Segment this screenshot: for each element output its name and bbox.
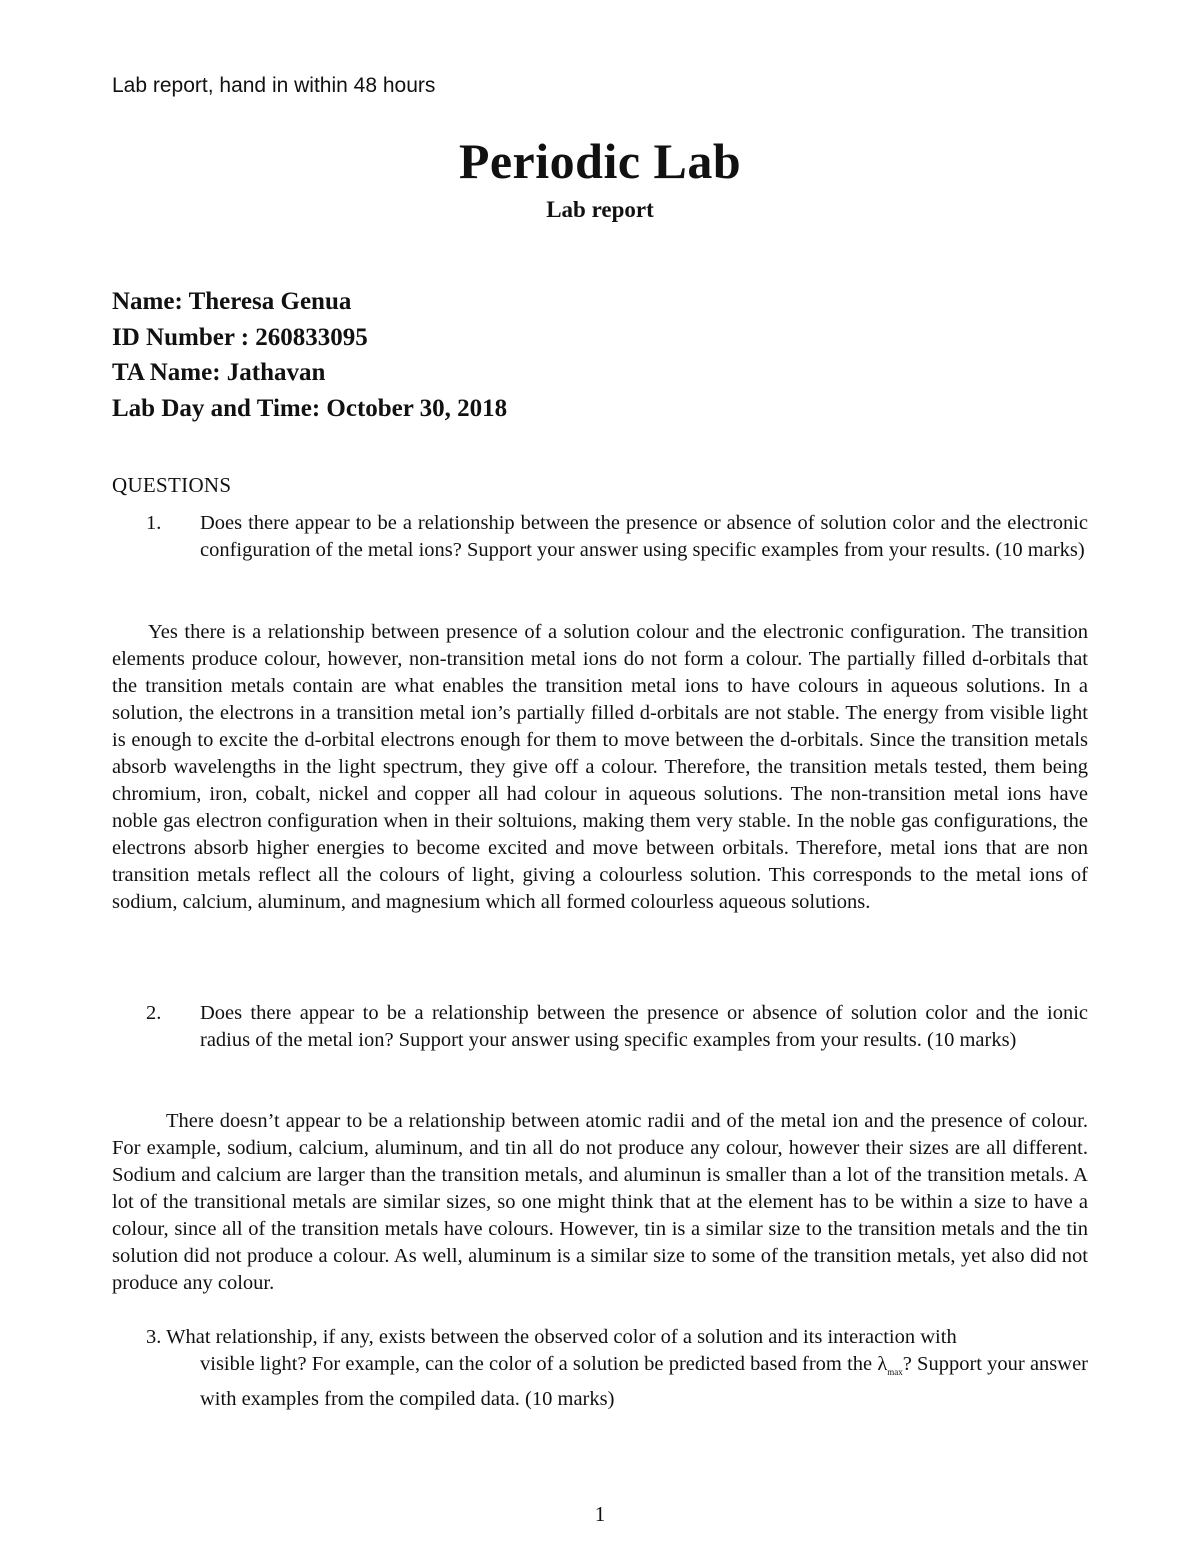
question-1 (146, 510, 1088, 564)
student-info-block (112, 284, 507, 426)
lab-day-time: Lab Day and Time: October 30, 2018 (112, 394, 508, 422)
student-name: Name: Theresa Genua (112, 288, 352, 315)
question-1-number: 1. (146, 512, 162, 534)
document-title: Periodic Lab (458, 133, 742, 189)
answer-1: Yes there is a relationship between presence of a solution colour and the electronic configuration. The transition elements produce colour, however, non-transition metal ions do not form a colour. The partially filled d-orbitals that the transition metals contain are what enables the transition metal ions to have colours in aqueous solutions. In a solution, the electrons in a transition metal ion’s partially filled d-orbitals are not stable. The energy from visible light is enough to excite the d-orbital electrons enough for them to move between the d-orbitals. Since the transition metals absorb wavelengths in the light spectrum, they give off a colour. Therefore, the transition metals tested, them being chromium, iron, cobalt, nickel and copper all had colour in aqueous solutions. The non-transition metal ions have noble gas electron configuration when in their soltuions, making them very stable. In the noble gas configurations, the electrons absorb higher energies to become excited and move between orbitals. Therefore, metal ions that are non transition metals reflect all the colours of light, giving a colourless solution. This corresponds to the metal ions of sodium, calcium, aluminum, and magnesium which all formed colourless aqueous solutions. (112, 621, 1088, 913)
question-2 (146, 1000, 1088, 1054)
question-3-text-after: ? Support your answer with examples from the compiled data. (10 marks) (200, 1353, 1088, 1411)
question-3 (146, 1324, 1088, 1413)
answer-2: There doesn’t appear to be a relationship between atomic radii and of the metal ion and the presence of colour. For example, sodium, calcium, aluminum, and tin all do not produce any colour, however their sizes are all different. Sodium and calcium are larger than the transition metals, and aluminun is smaller than a lot of the transition metals. A lot of the transitional metals are similar sizes, so one might think that at the element has to be within a size to have a colour, since all of the transition metals have colours. However, tin is a similar size to the transition metals and the tin solution did not produce a colour. As well, aluminum is a similar size to some of the transition metals, yet also did not produce any colour. (112, 1110, 1088, 1294)
question-3-text-rest (200, 1351, 1088, 1413)
student-id-number: ID Number : 260833095 (112, 323, 368, 351)
ta-name: TA Name: Jathavan (112, 359, 326, 386)
lambda-subscript: max (887, 1367, 903, 1378)
header-note: Lab report, hand in within 48 hours (112, 74, 436, 97)
question-3-text-line1: What relationship, if any, exists between the observed color of a solution and its interaction with (166, 1326, 957, 1348)
questions-heading: QUESTIONS (112, 473, 232, 497)
question-1-text: Does there appear to be a relationship between the presence or absence of solution color and the electronic configuration of the metal ions? Support your answer using specific examples from your results. (10 marks) (200, 512, 1088, 561)
question-2-number: 2. (146, 1002, 162, 1024)
question-2-text: Does there appear to be a relationship between the presence or absence of solution color and the ionic radius of the metal ion? Support your answer using specific examples from your results. (10 marks) (200, 1002, 1088, 1051)
question-3-number: 3. (146, 1326, 162, 1348)
lambda-max-symbol (877, 1353, 903, 1378)
lambda-glyph: λ (877, 1353, 888, 1375)
document-subtitle: Lab report (546, 197, 654, 222)
question-3-line1 (146, 1324, 1088, 1351)
question-3-text-before: visible light? For example, can the color of a solution be predicted based from the (200, 1353, 878, 1375)
page-number: 1 (594, 1502, 606, 1526)
